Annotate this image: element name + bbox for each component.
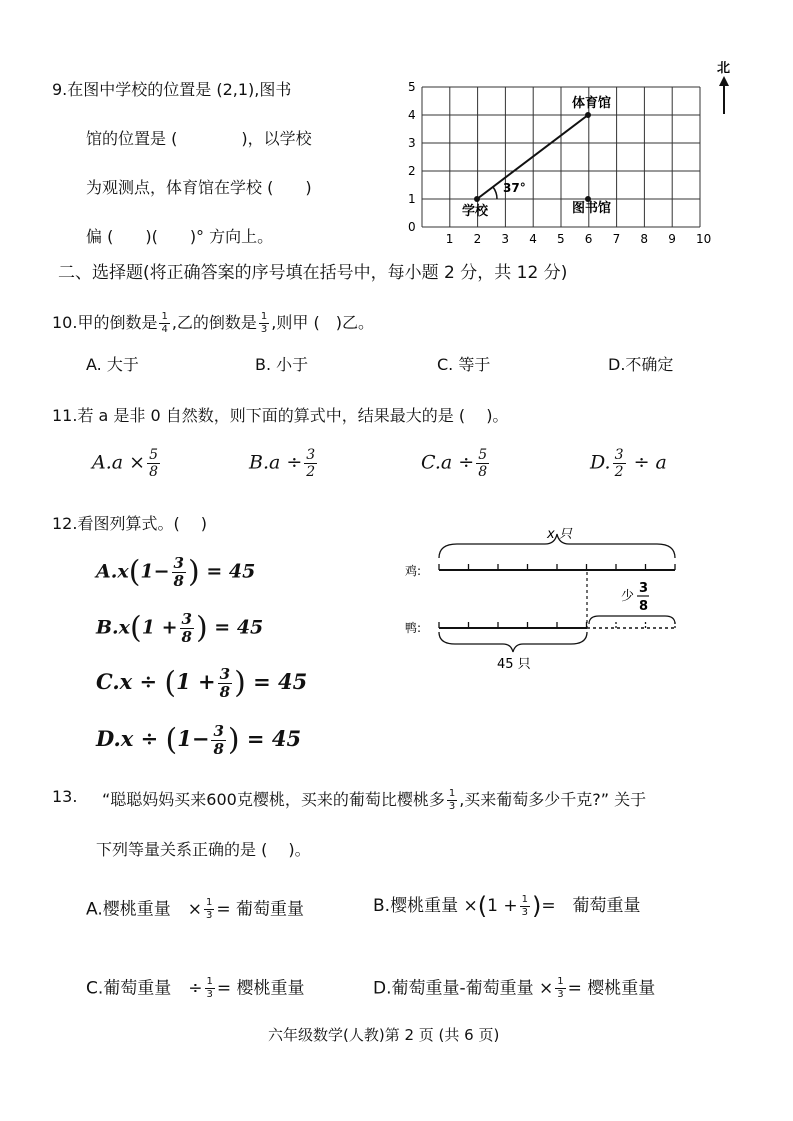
- y-tick-label: 0: [408, 220, 416, 234]
- q13-d-den: 3: [557, 989, 564, 1000]
- q13-a-post: = 葡萄重量: [216, 899, 305, 920]
- q11-d-den: 2: [614, 464, 624, 480]
- less-num: 3: [639, 581, 649, 596]
- q11-b-den: 2: [306, 464, 316, 480]
- q12-stem: 12.看图列算式。( ): [52, 514, 208, 533]
- q13-c-den: 3: [206, 989, 213, 1000]
- q11-d-fraction: [613, 448, 626, 479]
- q11-b-pre: B.a ÷: [249, 451, 303, 474]
- q12-d-eq: = 45: [246, 726, 302, 751]
- q13-a-den: 3: [205, 910, 213, 921]
- q11-a-num: 5: [149, 447, 158, 463]
- x-tick-label: 5: [557, 232, 565, 246]
- x-tick-label: 8: [640, 232, 649, 246]
- q10-stem-a: 10.甲的倒数是: [52, 313, 158, 332]
- bottom-brace: [439, 632, 587, 652]
- q11-stem: 11.若 a 是非 0 自然数，则下面的算式中，结果最大的是 ( )。: [52, 406, 509, 425]
- q13-b-num: 1: [521, 893, 528, 905]
- q12-a-lparen: (: [128, 554, 141, 590]
- q11-a-pre: A.a ×: [92, 451, 146, 474]
- q12-d-rparen: ): [227, 722, 240, 758]
- q11-b-num: 3: [306, 447, 316, 463]
- grid-y-ticks: [408, 80, 416, 234]
- q11-c-pre: C.a ÷: [421, 451, 475, 474]
- q13-option-c[interactable]: [86, 977, 305, 1000]
- q12-c-den: 8: [219, 683, 231, 701]
- q9-line3: 为观测点，体育馆在学校 ( ): [86, 178, 312, 197]
- q11-option-a[interactable]: [92, 448, 162, 479]
- q12-a-den: 8: [173, 572, 184, 590]
- q13-d-post: = 樱桃重量: [567, 978, 656, 999]
- q13-b-fraction: [520, 895, 530, 918]
- coordinate-grid: [400, 58, 750, 248]
- q12-d-num: 3: [213, 722, 224, 740]
- school-stadium-line: [477, 115, 588, 199]
- x-tick-label: 10: [696, 232, 712, 246]
- q13-a-num: 1: [205, 897, 213, 908]
- page-footer: 六年级数学(人教)第 2 页 (共 6 页): [268, 1026, 500, 1044]
- x-tick-label: 2: [473, 232, 482, 246]
- q10-stem-b: ,乙的倒数是: [171, 313, 257, 332]
- x-tick-label: 3: [501, 232, 510, 246]
- q11-c-fraction: [476, 448, 489, 479]
- q12-option-c[interactable]: [96, 667, 307, 700]
- q13-c-post: = 樱桃重量: [216, 978, 305, 999]
- diagram-bottom-label: 45 只: [497, 657, 531, 672]
- q12-c-num: 3: [219, 665, 231, 683]
- q11-c-den: 8: [478, 464, 488, 480]
- q12-a-rparen: ): [187, 554, 200, 590]
- q13-b-lparen: (: [477, 892, 488, 920]
- q12-c-eq: = 45: [253, 669, 308, 694]
- q10-option-c[interactable]: C. 等于: [437, 355, 491, 374]
- library-label: 图书馆: [572, 201, 612, 216]
- diagram-top-label: x 只: [547, 527, 572, 542]
- x-tick-label: 6: [584, 232, 593, 246]
- q13-c-fraction: [205, 977, 215, 1000]
- q12-d-den: 8: [213, 740, 224, 758]
- q13-number: 13.: [52, 787, 78, 806]
- q12-c-lparen: (: [164, 665, 177, 701]
- q13-b-rparen: ): [531, 892, 542, 920]
- stadium-point: [585, 112, 591, 118]
- q12-option-d[interactable]: [96, 724, 301, 757]
- q11-c-num: 5: [478, 447, 488, 463]
- angle-label: 37°: [503, 181, 526, 195]
- q12-b-den: 8: [181, 628, 192, 646]
- q12-b-pre: B.x: [96, 616, 131, 639]
- y-tick-label: 5: [408, 80, 416, 94]
- angle-arc: [493, 187, 497, 199]
- q12-a-fraction: [172, 556, 186, 589]
- duck-label: 鸭:: [405, 621, 422, 635]
- q13-stem-fraction: [447, 789, 457, 812]
- q10-stem: [52, 312, 374, 335]
- q12-option-a[interactable]: [96, 556, 255, 589]
- chicken-label: 鸡:: [405, 564, 422, 578]
- q10-f2-num: 1: [260, 311, 268, 322]
- y-tick-label: 4: [408, 108, 416, 122]
- q11-d-pre: D.: [590, 451, 611, 474]
- q13-c-pre: C.葡萄重量 ÷: [86, 978, 203, 999]
- q13-a-fraction: [204, 898, 214, 921]
- q13-option-a[interactable]: [86, 898, 304, 921]
- grid-x-ticks: [446, 232, 711, 246]
- q13-b-post: = 葡萄重量: [541, 896, 641, 916]
- q13-d-fraction: [555, 977, 565, 1000]
- q11-option-d[interactable]: [590, 448, 667, 479]
- q12-b-rparen: ): [195, 610, 208, 646]
- north-arrowhead-icon: [719, 76, 729, 86]
- section-2-title: 二、选择题(将正确答案的序号填在括号中，每小题 2 分，共 12 分): [58, 263, 568, 283]
- q13-stem-line2: 下列等量关系正确的是 ( )。: [96, 840, 311, 859]
- q10-fraction-1: [159, 312, 169, 335]
- x-tick-label: 4: [529, 232, 537, 246]
- q10-fraction-2: [259, 312, 269, 335]
- q13-stem-2: ,买来葡萄多少千克?” 关于: [459, 790, 647, 809]
- q13-d-num: 1: [557, 976, 564, 987]
- line-segment-diagram: [395, 520, 695, 680]
- q12-a-one: 1−: [140, 560, 170, 583]
- q12-b-one: 1 +: [141, 616, 178, 639]
- north-label: 北: [717, 61, 731, 76]
- q9-line1: 9.在图中学校的位置是 (2,1),图书: [52, 80, 292, 99]
- q10-option-a[interactable]: A. 大于: [86, 355, 139, 374]
- q13-b-den: 3: [521, 906, 528, 918]
- q12-d-lparen: (: [165, 722, 178, 758]
- q11-b-fraction: [304, 448, 317, 479]
- school-label: 学校: [462, 204, 489, 219]
- q10-f1-den: 4: [161, 324, 168, 335]
- q13-s-num: 1: [448, 788, 456, 799]
- q12-c-pre: C.x ÷: [96, 669, 158, 694]
- x-tick-label: 1: [445, 232, 454, 246]
- q12-b-fraction: [180, 612, 194, 645]
- q12-option-b[interactable]: [96, 612, 263, 645]
- q13-s-den: 3: [448, 801, 456, 812]
- q10-f2-den: 3: [260, 324, 268, 335]
- q13-stem-line1: [102, 789, 646, 812]
- school-point: [474, 196, 480, 202]
- q12-b-eq: = 45: [214, 616, 264, 639]
- q13-option-b[interactable]: [373, 894, 641, 918]
- less-brace: [589, 616, 675, 624]
- q12-a-num: 3: [173, 554, 184, 572]
- q9-line2: 馆的位置是 ( )，以学校: [86, 129, 312, 148]
- q11-d-post: ÷ a: [633, 451, 667, 474]
- q12-d-pre: D.x ÷: [96, 726, 159, 751]
- x-tick-label: 9: [668, 232, 676, 246]
- y-tick-label: 1: [408, 192, 416, 206]
- less-label: 少: [621, 589, 635, 604]
- q12-c-fraction: [218, 667, 232, 700]
- q11-option-b[interactable]: [249, 448, 319, 479]
- y-tick-label: 2: [408, 164, 416, 178]
- q10-option-b[interactable]: B. 小于: [255, 355, 309, 374]
- q12-c-one: 1 +: [176, 669, 216, 694]
- q10-option-d[interactable]: D.不确定: [608, 355, 674, 374]
- q11-a-den: 8: [149, 464, 158, 480]
- q12-d-fraction: [211, 724, 225, 757]
- y-tick-label: 3: [408, 136, 416, 150]
- less-den: 8: [639, 599, 649, 614]
- q12-b-lparen: (: [130, 610, 142, 646]
- q10-f1-num: 1: [161, 311, 168, 322]
- q13-b-pre: B.樱桃重量 ×: [373, 896, 478, 916]
- q13-a-pre: A.樱桃重量 ×: [86, 899, 202, 920]
- q11-a-fraction: [147, 448, 160, 479]
- q12-a-eq: = 45: [206, 560, 256, 583]
- q12-d-one: 1−: [177, 726, 210, 751]
- q11-d-num: 3: [614, 447, 624, 463]
- q11-option-c[interactable]: [421, 448, 491, 479]
- q12-a-pre: A.x: [96, 560, 129, 583]
- stadium-label: 体育馆: [572, 96, 612, 111]
- q13-option-d[interactable]: [373, 977, 655, 1000]
- x-tick-label: 7: [612, 232, 621, 246]
- q13-d-pre: D.葡萄重量-葡萄重量 ×: [373, 978, 554, 999]
- q13-b-one: 1 +: [487, 896, 518, 916]
- q12-c-rparen: ): [234, 665, 246, 701]
- q12-b-num: 3: [181, 610, 192, 628]
- q13-c-num: 1: [206, 976, 213, 987]
- q13-stem-1: “聪聪妈妈买来600克樱桃，买来的葡萄比樱桃多: [102, 790, 445, 809]
- q10-stem-c: ,则甲 ( )乙。: [271, 313, 374, 332]
- q9-line4: 偏 ( )( )° 方向上。: [86, 227, 274, 246]
